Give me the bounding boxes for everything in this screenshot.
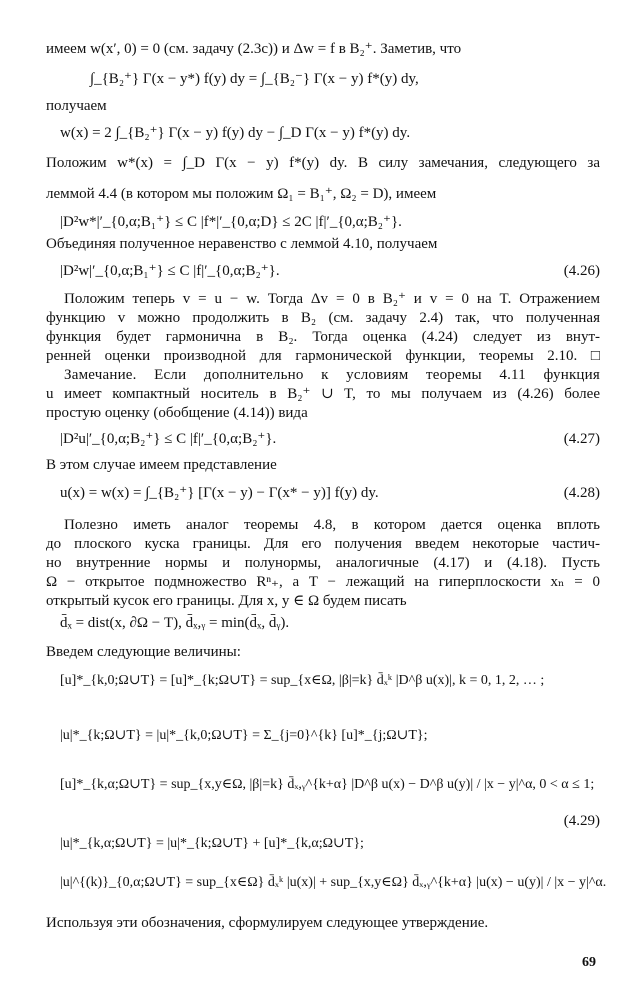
equation: |u|^{(k)}_{0,α;Ω∪T} = sup_{x∈Ω} d̄ₓᵏ |u(x)| + sup_{x,y∈Ω} d̄ₓ,ᵧ^{k+α} |u(x) − u(y)| / |x − y|^α. xyxy=(60,875,607,890)
equation: |D²w|′_{0,α;B₁⁺} ≤ C |f|′_{0,α;B₂⁺}. xyxy=(60,263,280,279)
text-line: Используя эти обозначения, сформулируем следующее утверждение. xyxy=(46,915,489,931)
text-line: В этом случае имеем представление xyxy=(46,457,277,473)
page-number: 69 xyxy=(582,955,596,970)
text-line: функцию v можно продолжить в B₂ (см. задачу 2.4) так, что полученная xyxy=(46,310,600,326)
text-line: имеем w(x′, 0) = 0 (см. задачу (2.3c)) и Δw = f в B₂⁺. Заметив, что xyxy=(46,41,462,57)
text-line: но внутренние нормы и полунормы, аналогичные (4.17) и (4.18). Пусть xyxy=(46,555,600,571)
equation: d̄ₓ = dist(x, ∂Ω − T), d̄ₓ,ᵧ = min(d̄ₓ, d̄ᵧ). xyxy=(60,615,290,631)
text-line: до плоского куска границы. Для его получения введем некоторые частич- xyxy=(46,536,600,552)
equation: w(x) = 2 ∫_{B₂⁺} Γ(x − y) f(y) dy − ∫_D Γ(x − y) f*(y) dy. xyxy=(60,125,411,141)
equation-number: (4.29) xyxy=(563,813,600,829)
equation: |u|*_{k,α;Ω∪T} = |u|*_{k;Ω∪T} + [u]*_{k,α;Ω∪T}; xyxy=(60,836,364,851)
equation: |D²w*|′_{0,α;B₁⁺} ≤ C |f*|′_{0,α;D} ≤ 2C |f|′_{0,α;B₂⁺}. xyxy=(60,214,402,230)
text-line: функция будет гармонична в B₂. Тогда оценка (4.24) следует из внут- xyxy=(46,329,600,345)
text-line: простую оценку (обобщение (4.14)) вида xyxy=(46,405,308,421)
text-line: получаем xyxy=(46,98,107,114)
text-line: Объединяя полученное неравенство с леммой 4.10, получаем xyxy=(46,236,438,252)
remark-line: Замечание. Если дополнительно к условиям теоремы 4.11 функция xyxy=(64,367,600,383)
equation: |D²u|′_{0,α;B₂⁺} ≤ C |f|′_{0,α;B₂⁺}. xyxy=(60,431,277,447)
text-line: леммой 4.4 (в котором мы положим Ω₁ = B₁⁺, Ω₂ = D), имеем xyxy=(46,186,437,202)
text-line: ренней оценки производной для гармонической функции, теоремы 2.10. □ xyxy=(46,348,600,364)
text-line: Положим теперь v = u − w. Тогда Δv = 0 в B₂⁺ и v = 0 на T. Отражением xyxy=(64,291,600,307)
text-line: Положим w*(x) = ∫_D Γ(x − y) f*(y) dy. В силу замечания, следующего за xyxy=(46,155,600,171)
equation: [u]*_{k,0;Ω∪T} = [u]*_{k;Ω∪T} = sup_{x∈Ω, |β|=k} d̄ₓᵏ |D^β u(x)|, k = 0, 1, 2, … ; xyxy=(60,673,545,688)
text-line: Ω − открытое подмножество Rⁿ₊, а T − лежащий на гиперплоскости xₙ = 0 xyxy=(46,574,600,590)
equation-number: (4.26) xyxy=(563,263,600,279)
text-line: открытый кусок его границы. Для x, y ∈ Ω будем писать xyxy=(46,593,407,609)
text-line: u имеет компактный носитель в B₂⁺ ∪ T, то мы получаем из (4.26) более xyxy=(46,386,600,402)
equation: |u|*_{k;Ω∪T} = |u|*_{k,0;Ω∪T} = Σ_{j=0}^{k} [u]*_{j;Ω∪T}; xyxy=(60,728,428,743)
equation: [u]*_{k,α;Ω∪T} = sup_{x,y∈Ω, |β|=k} d̄ₓ,ᵧ^{k+α} |D^β u(x) − D^β u(y)| / |x − y|^α, 0 < α ≤ 1; xyxy=(60,777,595,792)
text-line: Введем следующие величины: xyxy=(46,644,241,660)
equation-number: (4.27) xyxy=(563,431,600,447)
equation: u(x) = w(x) = ∫_{B₂⁺} [Γ(x − y) − Γ(x* − y)] f(y) dy. xyxy=(60,485,379,501)
equation: ∫_{B₂⁺} Γ(x − y*) f(y) dy = ∫_{B₂⁻} Γ(x − y) f*(y) dy, xyxy=(90,71,419,87)
text-line: Полезно иметь аналог теоремы 4.8, в котором дается оценка вплоть xyxy=(64,517,600,533)
equation-number: (4.28) xyxy=(563,485,600,501)
